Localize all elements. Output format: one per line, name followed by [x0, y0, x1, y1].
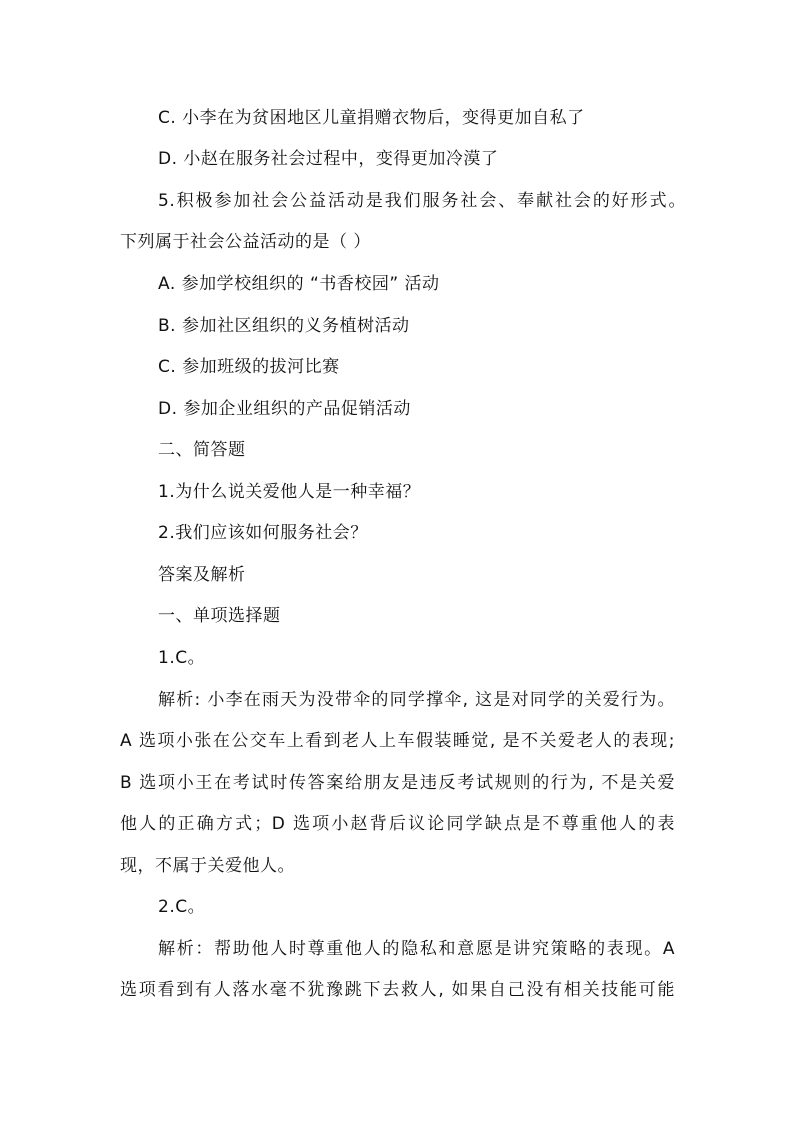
section-heading-single-choice: 一、单项选择题	[158, 606, 281, 626]
explanation-1-line-2: A 选项小张在公交车上看到老人上车假装睡觉, 是不关爱老人的表现;	[120, 731, 675, 751]
option-a-q5: A. 参加学校组织的 “书香校园” 活动	[158, 274, 440, 294]
question-5-line-2: 下列属于社会公益活动的是（ ）	[120, 232, 371, 252]
explanation-1-line-5: 现，不属于关爱他人。	[120, 856, 295, 876]
option-c-q5: C. 参加班级的拔河比赛	[158, 357, 340, 377]
short-answer-question-1: 1.为什么说关爱他人是一种幸福？	[158, 482, 421, 502]
explanation-1-line-1: 解析: 小李在雨天为没带伞的同学撑伞, 这是对同学的关爱行为。	[158, 690, 675, 710]
answer-1: 1.C。	[158, 648, 206, 668]
question-5-line-1: 5.积极参加社会公益活动是我们服务社会、奉献社会的好形式。	[158, 191, 686, 211]
option-d-q4: D. 小赵在服务社会过程中，变得更加冷漠了	[158, 149, 499, 169]
explanation-1-line-3: B 选项小王在考试时传答案给朋友是违反考试规则的行为, 不是关爱	[120, 773, 675, 793]
option-d-q5: D. 参加企业组织的产品促销活动	[158, 399, 411, 419]
explanation-1-line-4: 他人的正确方式；D 选项小赵背后议论同学缺点是不尊重他人的表	[120, 814, 675, 834]
short-answer-question-2: 2.我们应该如何服务社会？	[158, 523, 368, 543]
option-b-q5: B. 参加社区组织的义务植树活动	[158, 316, 410, 336]
explanation-2-line-2: 选项看到有人落水毫不犹豫跳下去救人, 如果自己没有相关技能可能	[120, 980, 675, 1000]
answer-2: 2.C。	[158, 897, 206, 917]
section-heading-short-answer: 二、简答题	[158, 440, 246, 460]
explanation-2-line-1: 解析：帮助他人时尊重他人的隐私和意愿是讲究策略的表现。A	[158, 939, 675, 959]
answers-heading: 答案及解析	[158, 565, 246, 585]
option-c-q4: C. 小李在为贫困地区儿童捐赠衣物后，变得更加自私了	[158, 108, 585, 128]
